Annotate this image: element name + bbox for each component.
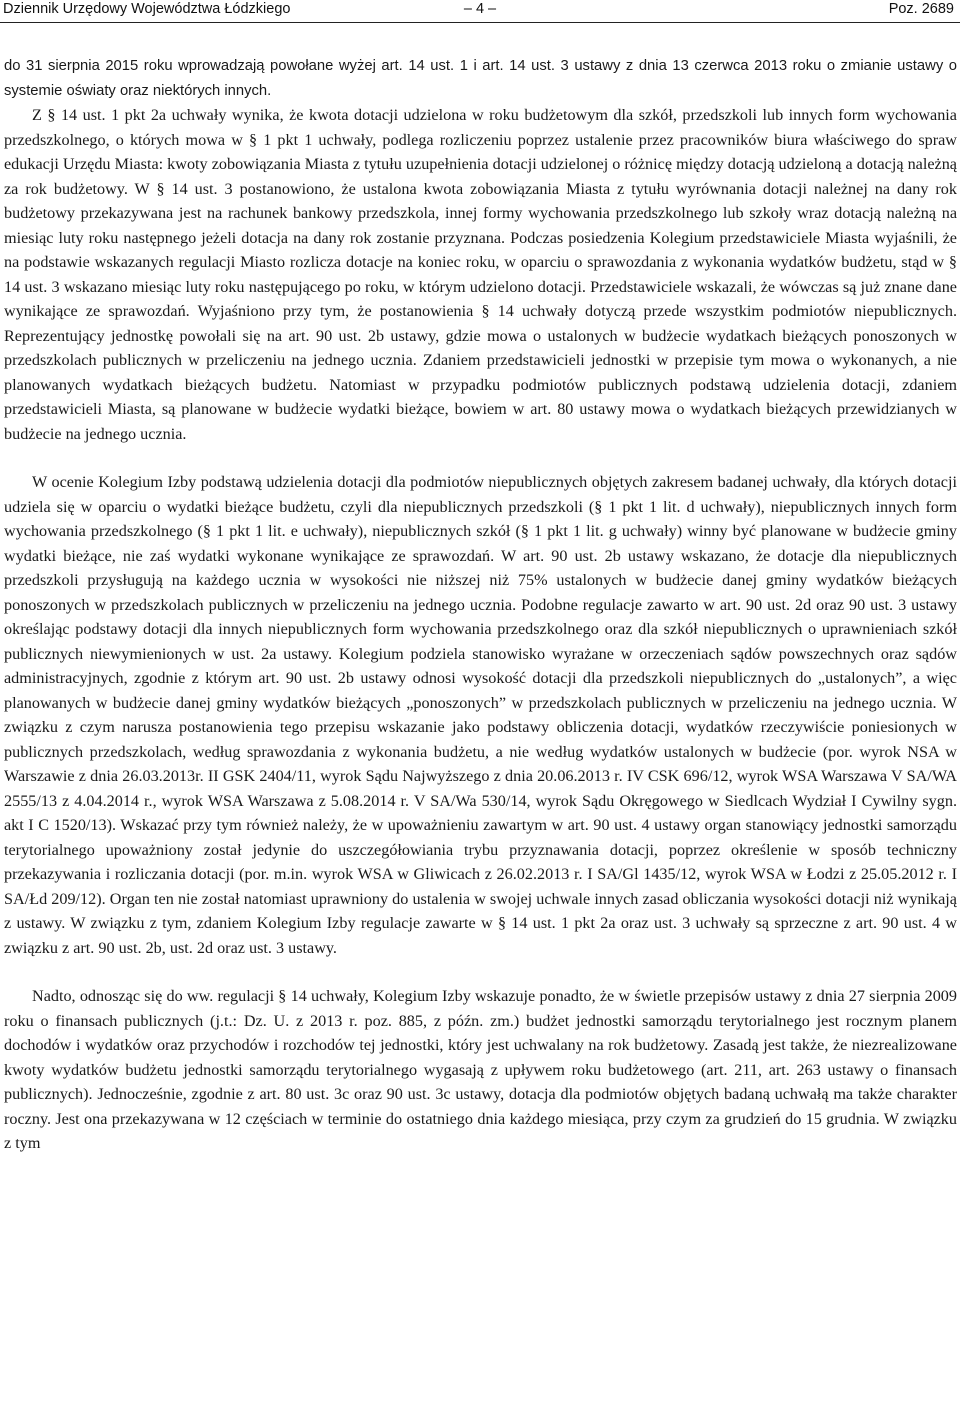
page-header <box>0 0 960 22</box>
paragraph-continuation: do 31 sierpnia 2015 roku wprowadzają powołane wyżej art. 14 ust. 1 i art. 14 ust. 3 ustawy z dnia 13 czerwca 2013 roku o zmianie ustawy o systemie oświaty oraz niektórych innych. <box>4 58 957 99</box>
page-number: – 4 – <box>463 1 497 17</box>
position-number: Poz. 2689 <box>888 1 954 17</box>
journal-title: Dziennik Urzędowy Województwa Łódzkiego <box>3 1 291 17</box>
document-body <box>4 54 957 1418</box>
paragraph-kolegium-opinion: W ocenie Kolegium Izby podstawą udzielenia dotacji dla podmiotów niepublicznych objętych zakresem badanej uchwały, dla których dotacji udziela się w oparciu o wydatki bieżące budżetu, czyli dla niepublicznych przedszkoli (§ 1 pkt 1 lit. d uchwały), niepublicznych innych form wychowania przedszkolnego (§ 1 pkt 1 lit. e uchwały), niepublicznych szkół (§ 1 pkt 1 lit. g uchwały) winny być planowane w budżecie gminy wydatki bieżące, nie zaś wydatki wykonane wynikające ze sprawozdań. W art. 90 ust. 2b ustawy wskazano, że dotacje dla niepublicznych przedszkoli przysługują na każdego ucznia w wysokości nie niższej niż 75% ustalonych w budżecie danej gminy wydatków bieżących ponoszonych w przedszkolach publicznych w przeliczeniu na jednego ucznia. Podobne regulacje zawarto w art. 90 ust. 2d oraz 90 ust. 3 ustawy określając podstawy dotacji dla innych niepublicznych form wychowania przedszkolnego oraz dla szkół niepublicznych o uprawnieniach szkół publicznych niewymienionych w ust. 2a ustawy. Kolegium podziela stanowisko wyrażane w orzeczeniach sądów powszechnych oraz sądów administracyjnych, zgodnie z którym art. 90 ust. 2b ustawy odnosi wysokość dotacji dla przedszkoli niepublicznych do „ustalonych”, a więc planowanych w budżecie danej gminy wydatków bieżących „ponoszonych” w przedszkolach publicznych w przeliczeniu na jednego ucznia. W związku z czym narusza postanowienia tego przepisu wskazanie jako podstawy obliczenia dotacji, wydatków rzeczywiście poniesionych w publicznych przedszkolach, według sprawozdania z wykonania budżetu, a nie według wydatków ustalonych w budżecie (por. wyrok NSA w Warszawie z dnia 26.03.2013r. II GSK 2404/11, wyrok Sądu Najwyższego z dnia 20.06.2013 r. IV CSK 696/12, wyrok WSA Warszawa V SA/WA 2555/13 z 4.04.2014 r., wyrok WSA Warszawa z 5.08.2014 r. V SA/Wa 530/14, wyrok Sądu Okręgowego w Siedlcach Wydział I Cywilny sygn. akt I C 1520/13). Wskazać przy tym również należy, że w upoważnieniu zawartym w art. 90 ust. 4 ustawy organ stanowiący jednostki samorządu terytorialnego upoważniony został jedynie do uszczegółowiania trybu przyznawania dotacji, poprzez określenie w sposób techniczny przekazywania i rozliczania dotacji (por. m.in. wyrok WSA w Gliwicach z 26.02.2013 r. I SA/Gl 1435/12, wyrok WSA w Łodzi z 25.05.2012 r. I SA/Łd 209/12). Organ ten nie został natomiast uprawniony do ustalenia w swojej uchwale innych zasad obliczania wysokości dotacji niż wynikają z ustawy. W związku z tym, zdaniem Kolegium Izby regulacje zawarte w § 14 ust. 1 pkt 2a oraz ust. 3 uchwały są sprzeczne z art. 90 ust. 4 w związku z art. 90 ust. 2b, ust. 2d oraz ust. 3 ustawy. <box>4 473 957 957</box>
header-divider <box>0 22 960 23</box>
paragraph-public-finance: Nadto, odnosząc się do ww. regulacji § 14 uchwały, Kolegium Izby wskazuje ponadto, że w świetle przepisów ustawy z dnia 27 sierpnia 2009 roku o finansach publicznych (j.t.: Dz. U. z 2013 r. poz. 885, z późn. zm.) budżet jednostki samorządu terytorialnego jest rocznym planem dochodów i wydatków oraz przychodów i rozchodów tej jednostki, który jest uchwalany na rok budżetowy. Zasadą jest także, że niezrealizowane kwoty wydatków budżetu jednostki samorządu terytorialnego wygasają z upływem roku budżetowego (art. 211, art. 263 ustawy o finansach publicznych). Jednocześnie, zgodnie z art. 80 ust. 3c oraz 90 ust. 3c ustawy, dotacja dla podmiotów objętych badaną uchwałą ma także charakter roczny. Jest ona przekazywana w 12 częściach w terminie do ostatniego dnia każdego miesiąca, przy czym za grudzień do 15 grudnia. W związku z tym <box>4 987 957 1152</box>
paragraph-section-14: Z § 14 ust. 1 pkt 2a uchwały wynika, że kwota dotacji udzielona w roku budżetowym dla szkół, przedszkoli lub innych form wychowania przedszkolnego, o których mowa w § 1 pkt 1 uchwały, podlega rozliczeniu poprzez ustalenie przez pracowników biura właściwego do spraw edukacji Urzędu Miasta: kwoty zobowiązania Miasta z tytułu uzupełnienia dotacji udzielonej o różnicę między dotacją udzieloną a dotacją należną za rok budżetowy. W § 14 ust. 3 postanowiono, że ustalona kwota zobowiązania Miasta z tytułu wyrównania dotacji należnej na dany rok budżetowy przekazywana jest na rachunek bankowy przedszkola, innej formy wychowania przedszkolnego lub szkoły wraz dotacją należną na miesiąc luty roku następnego jeżeli dotacja na dany rok zostanie przyznana. Podczas posiedzenia Kolegium przedstawiciele Miasta wyjaśnili, że na podstawie wskazanych regulacji Miasto rozlicza dotacje na koniec roku, w oparciu o sprawozdania z wykonania wydatków budżetu, stąd w § 14 ust. 3 wskazano miesiąc luty roku następującego po roku, w którym udzielono dotacji. Przedstawiciele wskazali, że wówczas są już znane dane wynikające ze sprawozdań. Wyjaśniono przy tym, że postanowienia § 14 uchwały dotyczą przede wszystkim podmiotów niepublicznych. Reprezentujący jednostkę powołali się na art. 90 ust. 2b ustawy, gdzie mowa o ustalonych w budżecie wydatkach bieżących ponoszonych w przedszkolach publicznych w przeliczeniu na jednego ucznia. Zdaniem przedstawicieli jednostki w przepisie tym mowa o wykonanych, a nie planowanych wydatkach bieżących budżetu. Natomiast w przypadku podmiotów publicznych podstawą udzielenia dotacji, zdaniem przedstawicieli Miasta, są planowane w budżecie wydatki bieżące, bowiem w art. 80 ustawy mowa o wydatkach bieżących przewidzianych w budżecie na jednego ucznia. <box>4 106 957 443</box>
